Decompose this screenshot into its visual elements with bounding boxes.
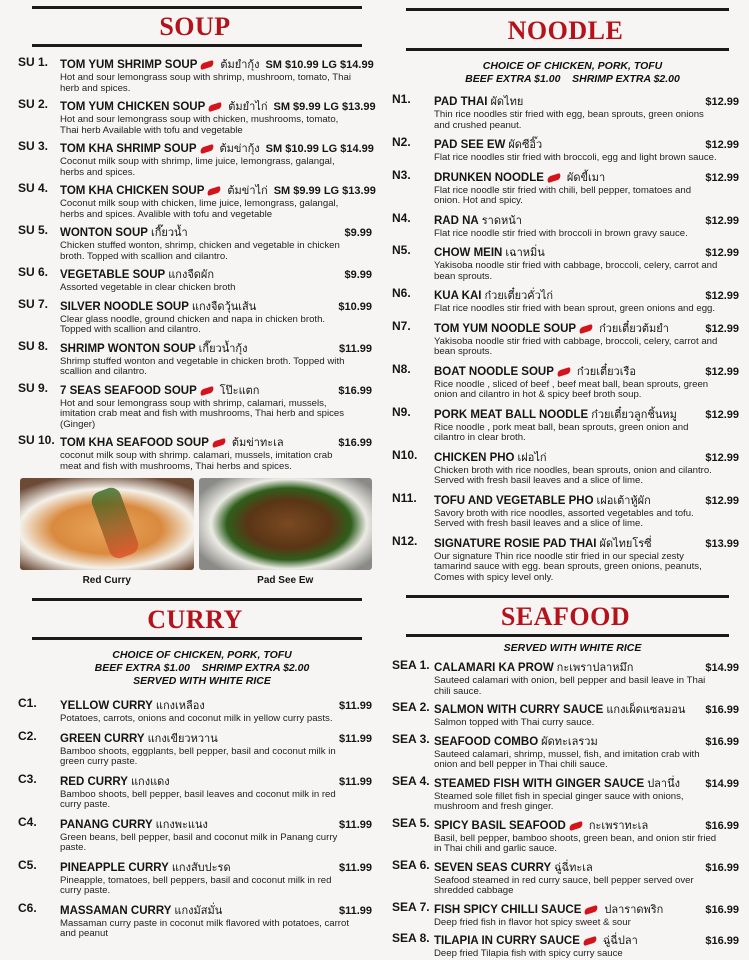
item-description: Deep fried fish in flavor hot spicy sweet & sour [434,916,631,928]
item-code: N10. [392,447,418,462]
item-code: N3. [392,167,411,182]
item-price: $12.99 [705,494,739,507]
item-description: Rice noodle , pork meat ball, bean sprouts, green onion and cilantro in clear broth. [434,421,689,443]
item-description: Green beans, bell pepper, basil and coconut milk in Panang curry paste. [60,831,338,853]
item-price: $11.99 [338,342,372,355]
menu-item [392,135,739,164]
noodle-notes [406,60,739,86]
chili-icon [211,438,226,448]
soup-list [18,55,376,472]
item-thai-name: ต้มยำไก่ [228,101,268,113]
item-name: FISH SPICY CHILLI SAUCE [434,903,582,916]
item-name: SIGNATURE ROSIE PAD THAI [434,537,597,550]
menu-item [392,168,739,207]
item-price: $16.99 [338,437,372,449]
menu-item [392,491,739,530]
item-description: Flat rice noodle stir fried with broccoli in brown gravy sauce. [434,227,688,239]
seafood-list [392,658,739,960]
item-name: TOM KHA CHICKEN SOUP [60,185,205,197]
item-description: Bamboo shoots, bell pepper, basil leaves and coconut milk in red curry paste. [60,788,336,810]
red-curry-photo [20,478,194,570]
item-code: C5. [18,857,37,872]
item-thai-name: ผัดขี้เมา [566,171,606,184]
item-thai-name: ราดหน้า [481,214,522,227]
item-description: Yakisoba noodle stir fried with cabbage, broccoli, celery, carrot and bean sprouts. [434,335,718,357]
menu-item [392,319,739,358]
item-name: PAD THAI [434,96,488,108]
menu-item [18,139,372,178]
divider [406,48,729,51]
item-name: GREEN CURRY [60,732,145,745]
item-code: C6. [18,900,37,915]
item-name: TOM KHA SEAFOOD SOUP [60,437,209,449]
item-price: $16.99 [338,384,372,397]
item-description: Seafood steamed in red curry sauce, bell pepper served over shredded cabbage [434,874,694,896]
item-name: TOM YUM NOODLE SOUP [434,322,577,335]
noodle-list [392,92,739,583]
item-name: PINEAPPLE CURRY [60,861,169,874]
item-description: Rice noodle , sliced of beef , beef meat ball, bean sprouts, green onion and cilantro in hot & spicy beef broth soup. [434,378,709,400]
item-thai-name: เฝอไก่ [517,451,547,464]
chili-icon [199,385,214,395]
item-price: $12.99 [705,96,739,108]
item-description: Flat rice noodles stir fried with bean sprout, green onions and egg. [434,303,716,314]
item-code: SEA 2. [392,700,430,714]
menu-item [392,534,739,584]
item-price: $16.99 [705,819,739,832]
menu-item [18,815,372,854]
divider [406,634,729,637]
item-thai-name: แกงสับปะรด [171,861,231,874]
menu-item [18,339,372,378]
chili-icon [582,936,597,946]
photo-captions [20,570,372,592]
item-thai-name: แกงพะแนง [155,818,208,831]
item-name: SHRIMP WONTON SOUP [60,342,196,355]
menu-item [18,265,372,294]
item-name: YELLOW CURRY [60,700,153,712]
divider [32,6,362,9]
item-price: SM $10.99 LG $14.99 [265,59,374,71]
item-thai-name: เกี๊ยวน้ำ [150,227,188,239]
chili-icon [199,144,214,154]
item-name: TOM KHA SHRIMP SOUP [60,143,197,155]
item-thai-name: แกงจืดวุ้นเส้น [191,300,257,313]
chili-icon [578,323,593,333]
item-price: $12.99 [705,171,739,184]
menu-item [392,732,739,771]
item-name: PAD SEE EW [434,139,506,151]
item-code: N1. [392,92,411,106]
item-name: TILAPIA IN CURRY SAUCE [434,935,580,947]
item-description: Deep fried Tilapia fish with spicy curry sauce [434,948,623,959]
item-price: $14.99 [705,777,739,790]
noodle-title: NOODLE [507,16,624,45]
item-code: C2. [18,728,37,743]
item-thai-name: ก๋วยเตี๋ยวลูกชิ้นหมู [591,408,677,421]
item-name: DRUNKEN NOODLE [434,171,544,184]
item-code: SU 4. [18,181,49,195]
curry-note: SERVED WITH WHITE RICE [133,675,271,687]
item-price: $11.99 [338,904,372,917]
item-name: TOM YUM CHICKEN SOUP [60,101,206,113]
seafood-title: SEAFOOD [500,602,631,631]
item-price: $12.99 [705,247,739,259]
item-thai-name: ผัดไทยโรซี่ [599,537,652,550]
item-code: SEA 6. [392,857,430,872]
menu-item [392,362,739,401]
item-price: $12.99 [705,139,739,151]
chili-icon [568,820,583,830]
item-code: SU 8. [18,338,49,353]
right-column [380,0,749,959]
item-thai-name: เกี๊ยวน้ำกุ้ง [198,342,248,355]
item-price: $16.99 [705,903,739,916]
menu-item [392,900,739,929]
menu-item [18,55,372,94]
menu-item [392,211,739,240]
pad-see-ew-photo [199,478,373,570]
item-description: Steamed sole fillet fish in special ginger sauce with onions, mushroom and fresh ginger. [434,790,684,812]
item-price: $9.99 [344,269,372,281]
menu-item [18,696,372,725]
menu-item [18,858,372,897]
item-name: CALAMARI KA PROW [434,662,554,674]
item-price: $12.99 [705,451,739,464]
soup-title: SOUP [159,12,231,41]
item-price: $9.99 [344,227,372,239]
item-price: $12.99 [705,322,739,335]
item-code: SU 6. [18,265,49,279]
menu-item [18,297,372,336]
noodle-note: CHOICE OF CHICKEN, PORK, TOFU [482,60,663,72]
item-price: $16.99 [705,735,739,748]
item-description: Yakisoba noodle stir fried with cabbage, broccoli, celery, carrot and bean sprouts. [434,260,718,282]
item-name: RED CURRY [60,775,128,788]
item-thai-name: กะเพราทะเล [588,819,649,832]
item-name: STEAMED FISH WITH GINGER SAUCE [434,777,645,790]
item-description: Clear glass noodle, ground chicken and napa in chicken broth. Topped with scallion and cilantro. [60,313,326,335]
seafood-notes [406,642,739,655]
item-thai-name: แกงแดง [130,775,170,788]
chili-icon [207,186,222,196]
item-description: Sauteed calamari, shrimp, mussel, fish, and imitation crab with onion and bell pepper in Thai chili sauce. [434,748,700,770]
curry-title: CURRY [147,605,243,634]
item-name: WONTON SOUP [60,227,148,239]
seafood-note: SERVED WITH WHITE RICE [503,642,642,654]
item-price: SM $9.99 LG $13.99 [273,101,376,113]
item-name: SILVER NOODLE SOUP [60,300,189,313]
item-name: TOM YUM SHRIMP SOUP [60,59,198,71]
item-price: $12.99 [705,214,739,227]
item-thai-name: ก๋วยเตี๋ยวคั่วไก่ [484,290,554,302]
curry-note: CHOICE OF CHICKEN, PORK, TOFU [112,649,292,661]
item-description: Hot and sour lemongrass soup with shrimp, mushroom, tomato, Thai herb and spices. [60,72,351,94]
item-thai-name: ฉู่ฉี่ทะเล [554,861,593,874]
item-thai-name: ต้มข่าไก่ [227,185,268,197]
item-thai-name: แกงเผ็ดแซลมอน [606,704,686,716]
item-code: SEA 7. [392,899,430,914]
chili-icon [584,904,599,914]
photo-strip [20,478,372,570]
divider [32,44,362,47]
item-code: SU 1. [18,55,49,69]
menu-item [392,243,739,282]
item-name: PORK MEAT BALL NOODLE [434,408,589,421]
menu-item [18,181,376,220]
item-thai-name: โป๊ะแตก [219,384,260,397]
item-description: Assorted vegetable in clear chicken broth [60,282,236,293]
photo-caption: Pad See Ew [257,575,314,586]
item-description: Bamboo shoots, eggplants, bell pepper, basil and coconut milk in green curry paste. [60,745,336,767]
left-column [0,0,380,939]
menu-item [392,405,739,444]
item-price: $12.99 [705,365,739,378]
item-name: 7 SEAS SEAFOOD SOUP [60,384,197,397]
item-thai-name: ปลาราดพริก [604,903,664,916]
item-name: CHICKEN PHO [434,451,515,464]
item-code: SU 2. [18,97,49,111]
item-thai-name: แกงมัสมั่น [174,904,223,917]
item-description: Sauteed calamari with onion, bell pepper and basil leave in Thai chili sauce. [434,675,706,697]
item-name: BOAT NOODLE SOUP [434,365,554,378]
item-price: SM $10.99 LG $14.99 [265,143,374,155]
item-thai-name: ผัดไทย [490,96,524,108]
curry-list [18,696,372,940]
menu-item [392,92,739,131]
noodle-note: BEEF EXTRA $1.00 SHRIMP EXTRA $2.00 [465,73,680,85]
menu-item [392,774,739,813]
item-description: Flat rice noodles stir fried with broccoli, egg and light brown sauce. [434,152,717,163]
item-description: Coconut milk soup with shrimp, lime juice, lemongrass, galangal, herbs and spices. [60,156,335,178]
item-code: SU 9. [18,380,49,395]
item-code: N6. [392,286,411,300]
item-code: N9. [392,404,411,419]
item-thai-name: กะเพราปลาหมึก [556,662,634,674]
divider [32,598,362,601]
item-price: $10.99 [338,300,372,313]
chili-icon [556,366,571,376]
item-description: Hot and sour lemongrass soup with shrimp, calamari, mussels, imitation crab meat and fish with mushrooms, Thai herb and spices (Ginger) [60,397,345,430]
item-description: Our signature Thin rice noodle stir fried in our special zesty tamarind sauce with egg. bean sprouts, green onions, peanuts, Comes with spicy level only. [434,550,702,583]
item-thai-name: แกงเหลือง [155,700,205,712]
item-price: $12.99 [705,408,739,421]
item-code: SU 5. [18,223,49,237]
menu-item [392,931,739,960]
item-thai-name: ผัดซีอิ๊ว [508,139,543,151]
item-description: Coconut milk soup with chicken, lime juice, lemongrass, galangal, herbs and spices. Avalible with tofu and vegetable [60,198,339,220]
item-name: KUA KAI [434,290,482,302]
curry-note: BEEF EXTRA $1.00 SHRIMP EXTRA $2.00 [94,662,310,674]
item-code: SU 10. [18,433,55,447]
item-price: $13.99 [705,537,739,550]
item-price: $11.99 [338,700,372,712]
item-price: $11.99 [338,775,372,788]
item-code: N4. [392,210,411,225]
divider [406,595,729,598]
item-thai-name: ก๋วยเตี๋ยวต้มยำ [599,322,669,335]
item-description: Hot and sour lemongrass soup with chicken, mushrooms, tomato, Thai herb Available with tofu and vegetable [60,114,339,136]
item-description: Pineapple, tomatoes, bell peppers, basil and coconut milk in red curry paste. [60,874,332,896]
item-thai-name: แกงเขียวหวาน [147,732,218,745]
item-thai-name: เฝอเต้าหู้ผัก [596,494,651,507]
item-price: $16.99 [705,861,739,874]
item-name: CHOW MEIN [434,247,503,259]
item-name: PANANG CURRY [60,818,153,831]
item-code: N8. [392,361,411,376]
item-name: SEVEN SEAS CURRY [434,861,552,874]
item-price: $16.99 [705,935,739,947]
item-price: $11.99 [338,861,372,874]
menu-item [18,97,376,136]
item-code: SEA 8. [392,931,430,945]
item-name: SPICY BASIL SEAFOOD [434,819,566,832]
photo-caption: Red Curry [82,575,131,586]
menu-item [392,816,739,855]
item-name: RAD NA [434,214,479,227]
item-code: N12. [392,533,418,548]
item-code: SEA 3. [392,731,430,746]
item-price: SM $9.99 LG $13.99 [273,185,376,197]
item-price: $11.99 [338,818,372,831]
item-description: Flat rice noodle stir fried with chili, bell pepper, tomatoes and onion. Hot and spicy. [434,184,692,206]
menu-item [18,901,372,940]
item-description: Salmon topped with Thai curry sauce. [434,717,595,728]
item-thai-name: ปลานึ่ง [647,777,680,790]
item-code: SEA 5. [392,815,430,830]
item-code: C4. [18,814,37,829]
item-code: N11. [392,490,417,505]
item-code: N7. [392,318,411,333]
menu-item [392,700,739,729]
divider [406,8,729,11]
menu-item [392,858,739,897]
item-description: Shrimp stuffed wonton and vegetable in chicken broth. Topped with scallion and cilantro. [60,355,345,377]
item-name: VEGETABLE SOUP [60,269,166,281]
item-code: N2. [392,135,411,149]
item-thai-name: ต้มยำกุ้ง [220,59,260,71]
item-thai-name: ต้มข่าทะเล [231,437,284,449]
item-price: $16.99 [705,704,739,716]
item-name: MASSAMAN CURRY [60,904,172,917]
item-code: C1. [18,696,37,710]
item-description: Chicken stuffed wonton, shrimp, chicken and vegetable in chicken broth. Topped with scallion and cilantro. [60,240,340,262]
item-description: Potatoes, carrots, onions and coconut milk in yellow curry pasts. [60,713,333,724]
item-price: $11.99 [338,732,372,745]
item-thai-name: ผัดทะเลรวม [541,735,598,748]
menu-item [392,658,739,697]
divider [32,637,362,640]
item-code: SEA 4. [392,773,430,788]
item-thai-name: ต้มข่ากุ้ง [219,143,260,155]
item-code: SU 7. [18,296,49,311]
item-description: Basil, bell pepper, bamboo shoots, green bean, and onion stir fried in Thai chili and garlic sauce. [434,832,717,854]
item-price: $12.99 [705,290,739,302]
item-code: SU 3. [18,139,49,153]
menu-item [392,448,739,487]
menu-item [18,223,372,262]
item-name: SALMON WITH CURRY SAUCE [434,704,604,716]
menu-item [18,729,372,768]
item-thai-name: เฉาหมิ่น [505,247,545,259]
item-code: N5. [392,243,411,257]
chili-icon [546,172,561,182]
menu-item [18,381,372,431]
item-thai-name: แกงจืดผัก [168,269,215,281]
item-description: Savory broth with rice noodles, assorted vegetables and tofu. Served with fresh basil leaves and a slice of lime. [434,507,694,529]
item-thai-name: ฉู่ฉี่ปลา [602,935,638,947]
item-thai-name: ก๋วยเตี๋ยวเรือ [576,365,636,378]
curry-notes [32,649,372,688]
chili-icon [200,60,215,70]
menu-item [18,772,372,811]
item-description: Thin rice noodles stir fried with egg, bean sprouts, green onions and crushed peanut. [434,109,704,131]
menu-item [18,433,372,472]
menu-item [392,286,739,315]
item-description: Massaman curry paste in coconut milk flavored with potatoes, carrot and peanut [60,917,350,939]
item-name: TOFU AND VEGETABLE PHO [434,494,594,507]
item-description: coconut milk soup with shrimp. calamari, mussels, imitation crab meat and fish with mushrooms, Thai herbs and spices. [60,450,333,472]
item-name: SEAFOOD COMBO [434,735,539,748]
item-description: Chicken broth with rice noodles, bean sprouts, onion and cilantro. Served with fresh basil leaves and a slice of lime. [434,464,712,486]
item-code: C3. [18,771,37,786]
item-price: $14.99 [705,662,739,674]
chili-icon [208,102,223,112]
item-code: SEA 1. [392,658,430,672]
